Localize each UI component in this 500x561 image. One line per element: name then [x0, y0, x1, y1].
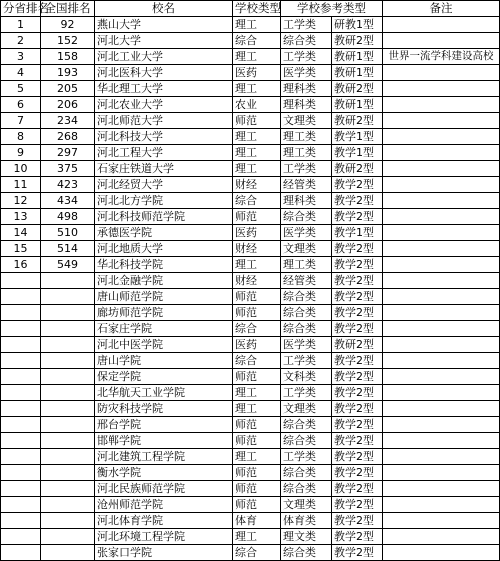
cell-province-rank	[1, 529, 41, 545]
cell-school-name: 石家庄学院	[95, 321, 233, 337]
cell-reference-category: 理科类	[281, 193, 332, 209]
cell-school-type: 理工	[233, 385, 281, 401]
header-row	[1, 1, 500, 17]
cell-province-rank: 14	[1, 225, 41, 241]
cell-teaching-type: 教学2型	[332, 529, 383, 545]
cell-school-type: 综合	[233, 33, 281, 49]
cell-province-rank: 2	[1, 33, 41, 49]
cell-remark	[383, 257, 500, 273]
cell-reference-category: 综合类	[281, 33, 332, 49]
cell-school-type: 理工	[233, 81, 281, 97]
table-row	[1, 369, 500, 385]
cell-school-name: 河北农业大学	[95, 97, 233, 113]
table-row	[1, 145, 500, 161]
cell-province-rank: 12	[1, 193, 41, 209]
cell-national-rank: 205	[41, 81, 95, 97]
cell-reference-category: 工学类	[281, 49, 332, 65]
cell-school-name: 廊坊师范学院	[95, 305, 233, 321]
cell-remark	[383, 97, 500, 113]
cell-province-rank	[1, 417, 41, 433]
cell-remark	[383, 513, 500, 529]
cell-school-name: 河北民族师范学院	[95, 481, 233, 497]
cell-remark	[383, 337, 500, 353]
cell-school-type: 医药	[233, 337, 281, 353]
cell-teaching-type: 教研2型	[332, 81, 383, 97]
cell-teaching-type: 教学2型	[332, 481, 383, 497]
cell-reference-category: 理工类	[281, 129, 332, 145]
cell-reference-category: 工学类	[281, 353, 332, 369]
cell-province-rank	[1, 289, 41, 305]
cell-school-type: 综合	[233, 545, 281, 561]
cell-school-type: 师范	[233, 433, 281, 449]
table-row	[1, 305, 500, 321]
cell-remark	[383, 321, 500, 337]
header-school-type: 学校类型	[233, 1, 281, 17]
cell-school-name: 河北建筑工程学院	[95, 449, 233, 465]
cell-reference-category: 理工类	[281, 145, 332, 161]
cell-national-rank: 297	[41, 145, 95, 161]
cell-province-rank	[1, 401, 41, 417]
cell-school-type: 综合	[233, 353, 281, 369]
cell-school-name: 华北科技学院	[95, 257, 233, 273]
cell-teaching-type: 教研1型	[332, 97, 383, 113]
cell-province-rank: 10	[1, 161, 41, 177]
cell-teaching-type: 教学2型	[332, 497, 383, 513]
table-row	[1, 513, 500, 529]
table-row	[1, 177, 500, 193]
cell-school-name: 华北理工大学	[95, 81, 233, 97]
cell-reference-category: 综合类	[281, 481, 332, 497]
table-row	[1, 241, 500, 257]
cell-school-name: 河北大学	[95, 33, 233, 49]
cell-school-type: 师范	[233, 289, 281, 305]
cell-school-name: 唐山学院	[95, 353, 233, 369]
header-school-name: 校名	[95, 1, 233, 17]
cell-national-rank: 152	[41, 33, 95, 49]
cell-national-rank	[41, 369, 95, 385]
cell-province-rank	[1, 497, 41, 513]
cell-teaching-type: 教学2型	[332, 513, 383, 529]
cell-remark	[383, 241, 500, 257]
cell-school-type: 师范	[233, 481, 281, 497]
cell-reference-category: 综合类	[281, 417, 332, 433]
cell-remark	[383, 353, 500, 369]
cell-reference-category: 综合类	[281, 209, 332, 225]
cell-school-type: 师范	[233, 369, 281, 385]
cell-school-type: 理工	[233, 529, 281, 545]
cell-remark	[383, 529, 500, 545]
cell-province-rank	[1, 305, 41, 321]
table-row	[1, 449, 500, 465]
cell-national-rank	[41, 497, 95, 513]
table-row	[1, 417, 500, 433]
cell-teaching-type: 教学1型	[332, 225, 383, 241]
cell-remark	[383, 225, 500, 241]
cell-teaching-type: 教学2型	[332, 353, 383, 369]
cell-school-type: 综合	[233, 193, 281, 209]
cell-province-rank: 1	[1, 17, 41, 33]
cell-national-rank	[41, 305, 95, 321]
cell-teaching-type: 教学2型	[332, 193, 383, 209]
cell-remark	[383, 145, 500, 161]
cell-remark	[383, 273, 500, 289]
cell-school-name: 邯郸学院	[95, 433, 233, 449]
cell-teaching-type: 教研1型	[332, 49, 383, 65]
cell-reference-category: 理科类	[281, 81, 332, 97]
cell-reference-category: 文理类	[281, 113, 332, 129]
cell-province-rank	[1, 273, 41, 289]
cell-school-type: 师范	[233, 417, 281, 433]
cell-teaching-type: 研教1型	[332, 17, 383, 33]
cell-school-name: 河北金融学院	[95, 273, 233, 289]
cell-reference-category: 综合类	[281, 433, 332, 449]
table-row	[1, 273, 500, 289]
cell-school-type: 师范	[233, 113, 281, 129]
cell-school-name: 防灾科技学院	[95, 401, 233, 417]
cell-province-rank: 15	[1, 241, 41, 257]
cell-teaching-type: 教学2型	[332, 289, 383, 305]
cell-national-rank: 549	[41, 257, 95, 273]
cell-school-type: 师范	[233, 465, 281, 481]
cell-province-rank	[1, 545, 41, 561]
table-row	[1, 497, 500, 513]
cell-remark	[383, 65, 500, 81]
cell-national-rank	[41, 401, 95, 417]
cell-school-type: 医药	[233, 225, 281, 241]
cell-remark	[383, 81, 500, 97]
cell-teaching-type: 教学2型	[332, 449, 383, 465]
cell-remark	[383, 417, 500, 433]
cell-teaching-type: 教研1型	[332, 65, 383, 81]
cell-teaching-type: 教学2型	[332, 465, 383, 481]
cell-national-rank	[41, 545, 95, 561]
cell-national-rank	[41, 273, 95, 289]
cell-national-rank	[41, 353, 95, 369]
cell-province-rank	[1, 353, 41, 369]
cell-reference-category: 工学类	[281, 17, 332, 33]
cell-national-rank: 193	[41, 65, 95, 81]
cell-national-rank: 206	[41, 97, 95, 113]
cell-province-rank: 11	[1, 177, 41, 193]
cell-school-type: 理工	[233, 49, 281, 65]
cell-national-rank: 375	[41, 161, 95, 177]
cell-national-rank: 514	[41, 241, 95, 257]
cell-school-name: 燕山大学	[95, 17, 233, 33]
table-row	[1, 465, 500, 481]
table-row	[1, 161, 500, 177]
cell-reference-category: 综合类	[281, 321, 332, 337]
cell-school-type: 理工	[233, 257, 281, 273]
cell-school-type: 理工	[233, 17, 281, 33]
cell-national-rank	[41, 289, 95, 305]
cell-school-name: 河北中医学院	[95, 337, 233, 353]
cell-province-rank: 7	[1, 113, 41, 129]
table-row	[1, 321, 500, 337]
cell-remark	[383, 545, 500, 561]
table-row	[1, 49, 500, 65]
cell-remark	[383, 385, 500, 401]
cell-school-type: 师范	[233, 497, 281, 513]
cell-remark	[383, 449, 500, 465]
cell-province-rank: 8	[1, 129, 41, 145]
cell-reference-category: 理文类	[281, 529, 332, 545]
table-row	[1, 545, 500, 561]
cell-school-name: 河北地质大学	[95, 241, 233, 257]
cell-province-rank: 16	[1, 257, 41, 273]
cell-remark	[383, 177, 500, 193]
cell-school-name: 河北工程大学	[95, 145, 233, 161]
table-row	[1, 17, 500, 33]
cell-national-rank	[41, 513, 95, 529]
cell-province-rank	[1, 465, 41, 481]
cell-province-rank	[1, 513, 41, 529]
cell-school-name: 河北经贸大学	[95, 177, 233, 193]
cell-remark	[383, 401, 500, 417]
cell-reference-category: 经管类	[281, 273, 332, 289]
cell-remark	[383, 289, 500, 305]
table-row	[1, 257, 500, 273]
cell-school-name: 保定学院	[95, 369, 233, 385]
cell-reference-category: 综合类	[281, 545, 332, 561]
cell-school-type: 财经	[233, 177, 281, 193]
cell-reference-category: 工学类	[281, 161, 332, 177]
cell-school-type: 师范	[233, 209, 281, 225]
cell-remark	[383, 113, 500, 129]
cell-school-type: 体育	[233, 513, 281, 529]
cell-national-rank	[41, 417, 95, 433]
cell-school-name: 河北北方学院	[95, 193, 233, 209]
cell-province-rank	[1, 337, 41, 353]
cell-province-rank: 9	[1, 145, 41, 161]
cell-school-type: 理工	[233, 449, 281, 465]
cell-remark	[383, 161, 500, 177]
cell-teaching-type: 教研2型	[332, 337, 383, 353]
cell-teaching-type: 教学2型	[332, 241, 383, 257]
cell-national-rank	[41, 529, 95, 545]
cell-remark	[383, 129, 500, 145]
cell-school-name: 沧州师范学院	[95, 497, 233, 513]
cell-school-type: 农业	[233, 97, 281, 113]
cell-teaching-type: 教学1型	[332, 145, 383, 161]
cell-school-name: 张家口学院	[95, 545, 233, 561]
cell-remark	[383, 497, 500, 513]
cell-teaching-type: 教学2型	[332, 385, 383, 401]
cell-reference-category: 医学类	[281, 65, 332, 81]
cell-school-name: 北华航天工业学院	[95, 385, 233, 401]
cell-school-type: 财经	[233, 241, 281, 257]
cell-remark	[383, 33, 500, 49]
table-row	[1, 97, 500, 113]
header-reference-type: 学校参考类型	[281, 1, 383, 17]
cell-teaching-type: 教学2型	[332, 321, 383, 337]
table-row	[1, 129, 500, 145]
cell-reference-category: 工学类	[281, 449, 332, 465]
cell-remark	[383, 369, 500, 385]
cell-school-name: 承德医学院	[95, 225, 233, 241]
cell-school-name: 河北师范大学	[95, 113, 233, 129]
cell-reference-category: 工学类	[281, 385, 332, 401]
cell-teaching-type: 教学2型	[332, 433, 383, 449]
cell-teaching-type: 教学1型	[332, 129, 383, 145]
cell-national-rank: 268	[41, 129, 95, 145]
cell-remark	[383, 209, 500, 225]
cell-province-rank	[1, 369, 41, 385]
cell-national-rank: 158	[41, 49, 95, 65]
cell-reference-category: 体育类	[281, 513, 332, 529]
cell-teaching-type: 教学2型	[332, 209, 383, 225]
cell-school-name: 衡水学院	[95, 465, 233, 481]
cell-teaching-type: 教学2型	[332, 545, 383, 561]
cell-province-rank	[1, 449, 41, 465]
cell-remark: 世界一流学科建设高校	[383, 49, 500, 65]
cell-national-rank: 92	[41, 17, 95, 33]
cell-school-type: 师范	[233, 305, 281, 321]
table-row	[1, 209, 500, 225]
cell-school-type: 财经	[233, 273, 281, 289]
table-row	[1, 225, 500, 241]
header-province-rank: 分省排名	[1, 1, 41, 17]
cell-province-rank: 3	[1, 49, 41, 65]
cell-province-rank	[1, 385, 41, 401]
cell-school-type: 理工	[233, 401, 281, 417]
cell-reference-category: 文科类	[281, 369, 332, 385]
cell-reference-category: 医学类	[281, 337, 332, 353]
cell-reference-category: 文理类	[281, 401, 332, 417]
table-row	[1, 353, 500, 369]
cell-school-name: 河北体育学院	[95, 513, 233, 529]
table-row	[1, 81, 500, 97]
cell-school-type: 理工	[233, 145, 281, 161]
cell-province-rank	[1, 321, 41, 337]
cell-national-rank	[41, 433, 95, 449]
cell-teaching-type: 教研2型	[332, 161, 383, 177]
cell-province-rank: 6	[1, 97, 41, 113]
cell-reference-category: 理科类	[281, 97, 332, 113]
cell-national-rank: 423	[41, 177, 95, 193]
cell-reference-category: 理工类	[281, 257, 332, 273]
table-row	[1, 529, 500, 545]
cell-teaching-type: 教学2型	[332, 305, 383, 321]
cell-reference-category: 综合类	[281, 289, 332, 305]
cell-teaching-type: 教学2型	[332, 273, 383, 289]
cell-school-type: 医药	[233, 65, 281, 81]
cell-remark	[383, 465, 500, 481]
cell-teaching-type: 教学2型	[332, 401, 383, 417]
cell-national-rank	[41, 337, 95, 353]
cell-remark	[383, 17, 500, 33]
table-row	[1, 65, 500, 81]
cell-national-rank	[41, 465, 95, 481]
cell-remark	[383, 481, 500, 497]
cell-remark	[383, 193, 500, 209]
cell-reference-category: 经管类	[281, 177, 332, 193]
table-row	[1, 33, 500, 49]
cell-school-name: 唐山师范学院	[95, 289, 233, 305]
table-row	[1, 401, 500, 417]
cell-school-name: 河北科技大学	[95, 129, 233, 145]
cell-national-rank	[41, 385, 95, 401]
cell-province-rank	[1, 481, 41, 497]
table-body	[1, 17, 500, 561]
cell-reference-category: 综合类	[281, 465, 332, 481]
cell-province-rank: 5	[1, 81, 41, 97]
cell-school-type: 理工	[233, 161, 281, 177]
header-national-rank: 全国排名	[41, 1, 95, 17]
cell-school-name: 石家庄铁道大学	[95, 161, 233, 177]
table-row	[1, 113, 500, 129]
cell-reference-category: 综合类	[281, 305, 332, 321]
table-row	[1, 385, 500, 401]
cell-national-rank	[41, 321, 95, 337]
cell-school-name: 河北工业大学	[95, 49, 233, 65]
cell-school-type: 综合	[233, 321, 281, 337]
cell-teaching-type: 教学2型	[332, 369, 383, 385]
cell-teaching-type: 教研2型	[332, 113, 383, 129]
cell-school-name: 河北医科大学	[95, 65, 233, 81]
cell-reference-category: 医学类	[281, 225, 332, 241]
cell-remark	[383, 305, 500, 321]
table-row	[1, 481, 500, 497]
cell-remark	[383, 433, 500, 449]
cell-teaching-type: 教学2型	[332, 257, 383, 273]
cell-school-type: 理工	[233, 129, 281, 145]
cell-national-rank	[41, 481, 95, 497]
cell-teaching-type: 教学2型	[332, 417, 383, 433]
header-remark: 备注	[383, 1, 500, 17]
cell-province-rank: 4	[1, 65, 41, 81]
table-row	[1, 337, 500, 353]
cell-national-rank: 498	[41, 209, 95, 225]
cell-reference-category: 文理类	[281, 241, 332, 257]
cell-national-rank: 434	[41, 193, 95, 209]
cell-school-name: 河北环境工程学院	[95, 529, 233, 545]
cell-teaching-type: 教研2型	[332, 33, 383, 49]
cell-national-rank: 234	[41, 113, 95, 129]
cell-teaching-type: 教学2型	[332, 177, 383, 193]
cell-province-rank: 13	[1, 209, 41, 225]
cell-school-name: 邢台学院	[95, 417, 233, 433]
cell-school-name: 河北科技师范学院	[95, 209, 233, 225]
table-row	[1, 289, 500, 305]
cell-reference-category: 文理类	[281, 497, 332, 513]
cell-national-rank: 510	[41, 225, 95, 241]
table-row	[1, 193, 500, 209]
cell-national-rank	[41, 449, 95, 465]
cell-province-rank	[1, 433, 41, 449]
table-row	[1, 433, 500, 449]
